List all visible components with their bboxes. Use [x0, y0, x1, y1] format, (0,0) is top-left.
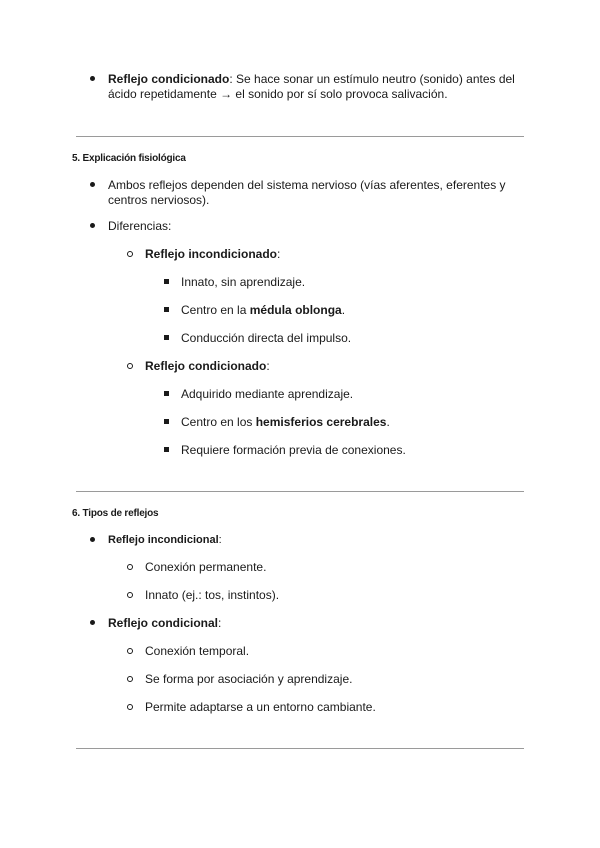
- bullet-square: [164, 335, 169, 340]
- colon: :: [266, 359, 270, 373]
- list-item: Permite adaptarse a un entorno cambiante.: [145, 700, 376, 714]
- list-item: Innato, sin aprendizaje.: [181, 275, 306, 289]
- list-item: [181, 303, 345, 318]
- list-item: Ambos reflejos dependen del sistema nervioso (vías aferentes, eferentes y: [108, 178, 506, 192]
- bullet-disc: [90, 223, 95, 228]
- bullet-disc: [90, 620, 95, 625]
- list-item-reflejo-incondicional: [108, 533, 222, 548]
- list-item-continuation: centros nerviosos).: [108, 193, 210, 207]
- list-item: Requiere formación previa de conexiones.: [181, 443, 406, 457]
- colon: :: [218, 616, 222, 630]
- bullet-circle: [127, 564, 133, 570]
- list-item-reflejo-condicionado: [145, 359, 270, 374]
- list-item-reflejo-condicional: [108, 616, 221, 631]
- section-heading-6: 6. Tipos de reflejos: [72, 508, 159, 519]
- bullet-disc: [90, 76, 95, 81]
- bullet-circle: [127, 676, 133, 682]
- section-heading-5: 5. Explicación fisiológica: [72, 153, 186, 164]
- term: Reflejo incondicionado: [145, 247, 278, 261]
- bullet-square: [164, 419, 169, 424]
- term: Reflejo incondicional: [108, 534, 219, 546]
- bullet-circle: [127, 363, 133, 369]
- bullet-circle: [127, 704, 133, 710]
- list-item-reflejo-condicionado: [108, 72, 515, 87]
- period: .: [341, 303, 346, 317]
- period: .: [386, 415, 390, 429]
- bullet-square: [164, 391, 169, 396]
- term: Reflejo condicionado: [108, 72, 230, 86]
- colon: :: [277, 247, 281, 261]
- divider: [76, 748, 524, 749]
- text: : Se hace sonar un estímulo neutro (sonido) antes del: [229, 72, 515, 86]
- list-item: Adquirido mediante aprendizaje.: [181, 387, 354, 401]
- bullet-circle: [127, 251, 133, 257]
- list-item: Conexión permanente.: [145, 560, 267, 574]
- text: Centro en los: [181, 415, 256, 429]
- list-item-continuation: ácido repetidamente → el sonido por sí solo provoca salivación.: [108, 87, 448, 101]
- bullet-disc: [90, 537, 95, 542]
- list-item: Conexión temporal.: [145, 644, 250, 658]
- list-item: Innato (ej.: tos, instintos).: [145, 588, 280, 602]
- bullet-square: [164, 279, 169, 284]
- bullet-circle: [127, 592, 133, 598]
- list-item: Se forma por asociación y aprendizaje.: [145, 672, 353, 686]
- bullet-circle: [127, 648, 133, 654]
- term: hemisferios cerebrales: [255, 415, 387, 429]
- colon: :: [218, 534, 222, 546]
- list-item: [181, 415, 390, 430]
- bullet-square: [164, 307, 169, 312]
- term: médula oblonga: [249, 303, 342, 317]
- list-item: Diferencias:: [108, 219, 172, 233]
- divider: [76, 491, 524, 492]
- term: Reflejo condicionado: [145, 359, 267, 373]
- bullet-square: [164, 447, 169, 452]
- divider: [76, 136, 524, 137]
- term: Reflejo condicional: [108, 616, 219, 630]
- list-item: Conducción directa del impulso.: [181, 331, 352, 345]
- bullet-disc: [90, 182, 95, 187]
- text: Centro en la: [181, 303, 250, 317]
- list-item-reflejo-incondicionado: [145, 247, 280, 262]
